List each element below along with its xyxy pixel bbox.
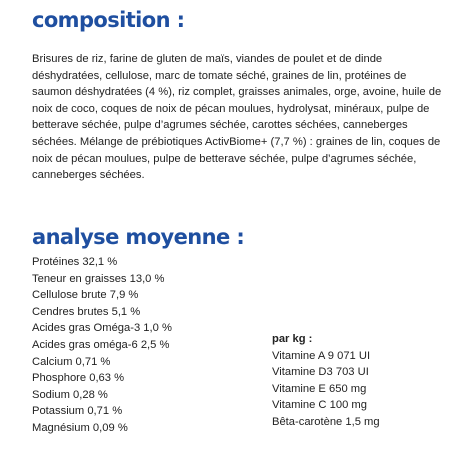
vitamin-list	[272, 348, 442, 431]
vitamin-item-beta-carotene: Bêta-carotène 1,5 mg	[272, 415, 380, 428]
analysis-section	[32, 254, 442, 434]
analysis-item-magnesium: Magnésium 0,09 %	[32, 421, 128, 434]
vitamin-item-d3: Vitamine D3 703 UI	[272, 366, 369, 379]
analysis-item-cendres: Cendres brutes 5,1 %	[32, 305, 141, 318]
analysis-item-graisses: Teneur en graisses 13,0 %	[32, 272, 165, 285]
analysis-item-cellulose: Cellulose brute 7,9 %	[32, 289, 139, 302]
vitamin-item-c: Vitamine C 100 mg	[272, 399, 367, 412]
analysis-item-potassium: Potassium 0,71 %	[32, 405, 123, 418]
analysis-item-sodium: Sodium 0,28 %	[32, 388, 108, 401]
composition-heading: composition :	[32, 8, 185, 32]
analysis-list	[32, 254, 252, 437]
vitamin-item-a: Vitamine A 9 071 UI	[272, 349, 371, 362]
vitamins-block	[272, 331, 442, 431]
analysis-item-calcium: Calcium 0,71 %	[32, 355, 111, 368]
vitamins-title: par kg :	[272, 333, 313, 345]
composition-text: Brisures de riz, farine de gluten de maïs, viandes de poulet et de dinde déshydratées, cellulose, marc de tomate séché, graines de lin, protéines de saumon déshydratées (4 %), riz complet, graisses animales, orge, avoine, huile de noix de coco, coques de noix de pécan moulues, hydrolysat, minéraux, pulpe de betterave séchée, pulpe d’agrumes séchée, carottes séchées, canneberges séchées. Mélange de prébiotiques ActivBiome+ (7,7 %) : graines de lin, coques de noix de pécan moulues, pulpe de betterave séchée, pulpe d’agrumes séchée, canneberges séchées.	[32, 53, 442, 182]
vitamin-item-e: Vitamine E 650 mg	[272, 382, 367, 395]
analysis-item-phosphore: Phosphore 0,63 %	[32, 372, 125, 385]
analysis-item-proteines: Protéines 32,1 %	[32, 256, 118, 268]
analysis-item-omega-6: Acides gras oméga-6 2,5 %	[32, 338, 170, 351]
analysis-item-omega-3: Acides gras Oméga-3 1,0 %	[32, 322, 172, 335]
analysis-heading: analyse moyenne :	[32, 225, 245, 249]
